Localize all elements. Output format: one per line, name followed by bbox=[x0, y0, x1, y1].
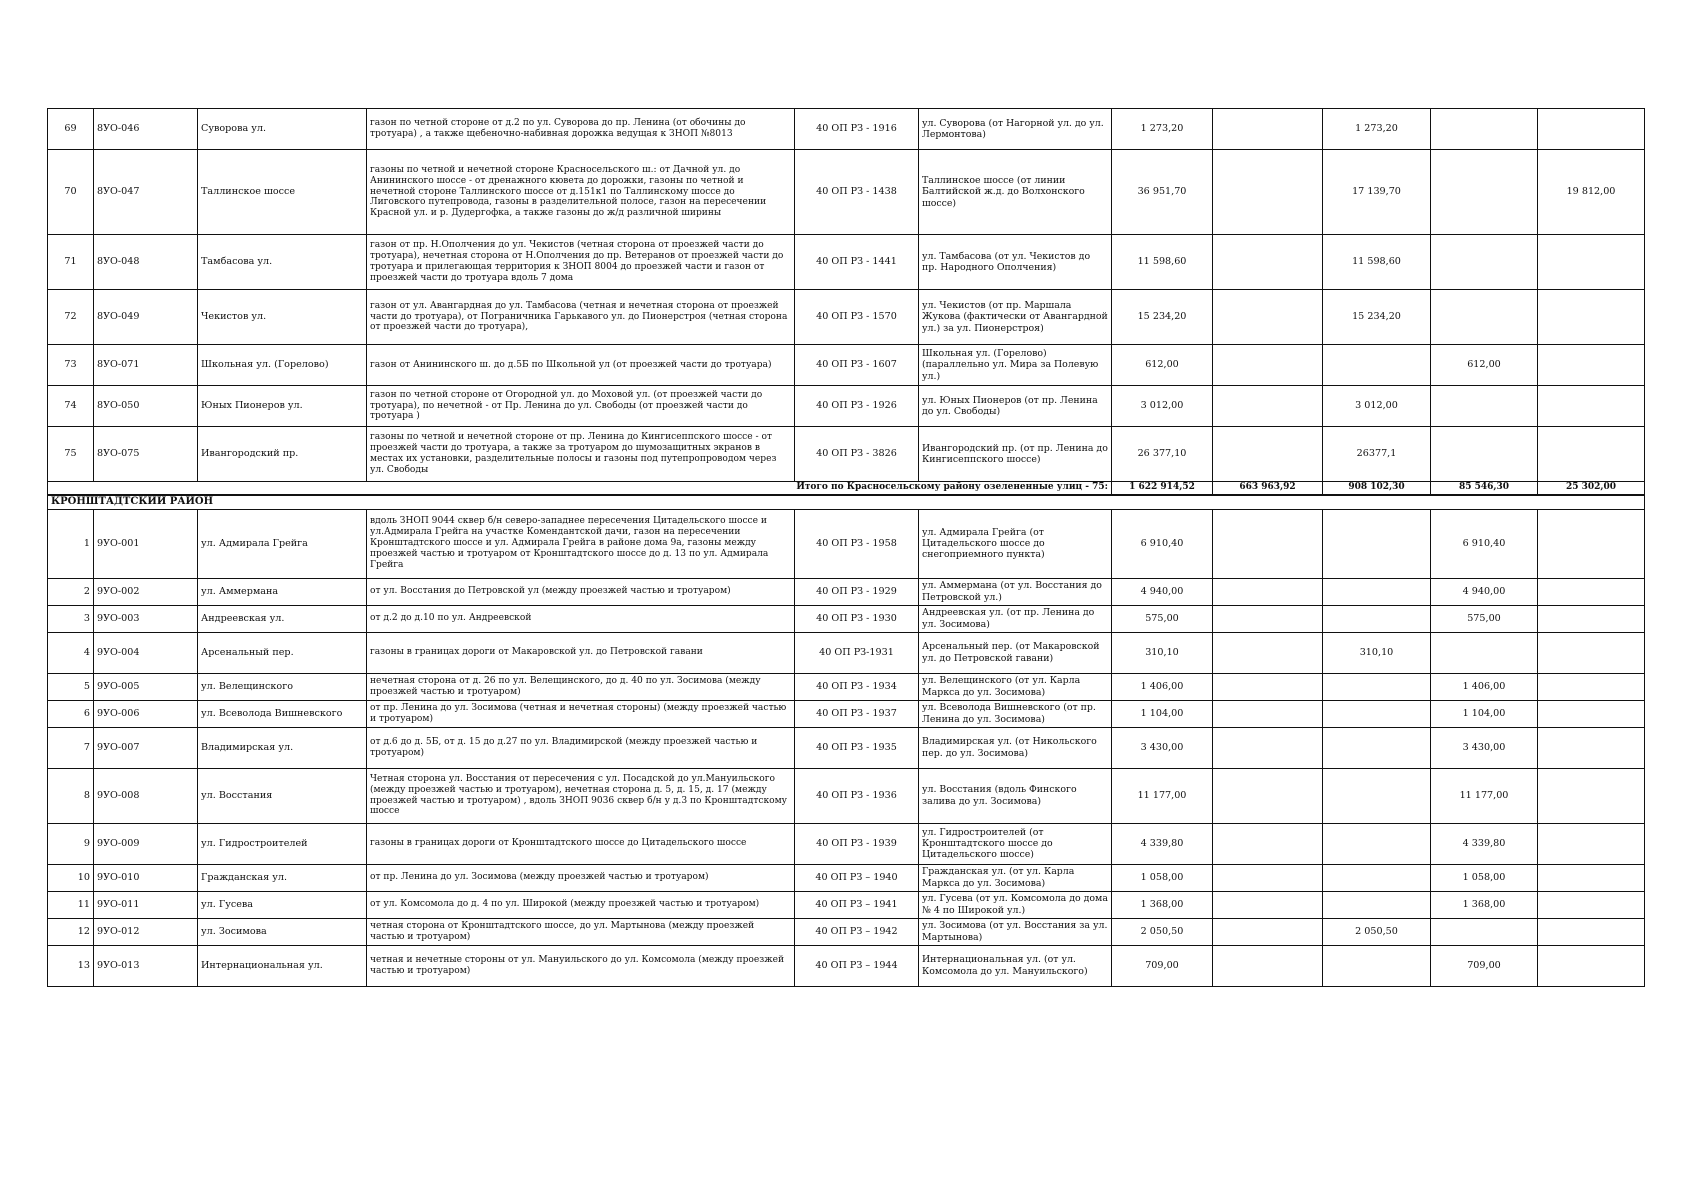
area-value-3 bbox=[1431, 918, 1538, 945]
object-code: 9УО-007 bbox=[94, 727, 198, 768]
area-value-2: 3 012,00 bbox=[1323, 386, 1431, 427]
total-area: 15 234,20 bbox=[1112, 290, 1213, 345]
object-name: Таллинское шоссе bbox=[198, 150, 367, 235]
area-value-4 bbox=[1538, 727, 1645, 768]
area-value-4 bbox=[1538, 605, 1645, 632]
street-boundaries: ул. Восстания (вдоль Финского залива до ул. Зосимова) bbox=[919, 768, 1112, 823]
area-description: вдоль ЗНОП 9044 сквер б/н северо-западнее пересечения Цитадельского шоссе и ул.Адмирала Грейга на участке Комендантской дачи, газон на пересечении Кронштадтского шоссе и ул. Адмирала Грейга в районе дома 9а, газоны между проезжей частью и тротуаром от Кронштадтского шоссе до д. 13 по ул. Адмирала Грейга bbox=[367, 509, 795, 578]
area-value-3 bbox=[1431, 632, 1538, 673]
area-value-4 bbox=[1538, 632, 1645, 673]
row-number: 7 bbox=[48, 727, 94, 768]
area-value-4 bbox=[1538, 427, 1645, 482]
greenery-register-table bbox=[47, 108, 1645, 987]
area-value-4 bbox=[1538, 864, 1645, 891]
area-description: Четная сторона ул. Восстания от пересечения с ул. Посадской до ул.Мануильского (между проезжей частью и тротуаром), нечетная сторона д. 5, д. 15, д. 17 (между проезжей частью и тротуаром) , вдоль ЗНОП 9036 сквер б/н у д.3 по Кронштадтскому шоссе bbox=[367, 768, 795, 823]
road-registry-number: 40 ОП РЗ - 1607 bbox=[795, 345, 919, 386]
object-code: 8УО-048 bbox=[94, 235, 198, 290]
total-area: 1 406,00 bbox=[1112, 673, 1213, 700]
street-boundaries: ул. Адмирала Грейга (от Цитадельского шоссе до снегоприемного пункта) bbox=[919, 509, 1112, 578]
area-value-1 bbox=[1213, 109, 1323, 150]
object-code: 9УО-004 bbox=[94, 632, 198, 673]
area-value-3 bbox=[1431, 109, 1538, 150]
object-name: ул. Велещинского bbox=[198, 673, 367, 700]
section-header-row bbox=[48, 495, 1645, 509]
object-name: ул. Адмирала Грейга bbox=[198, 509, 367, 578]
row-number: 1 bbox=[48, 509, 94, 578]
table-row bbox=[48, 823, 1645, 864]
object-code: 8УО-050 bbox=[94, 386, 198, 427]
area-value-4 bbox=[1538, 823, 1645, 864]
object-code: 9УО-006 bbox=[94, 700, 198, 727]
area-description: газон от Анининского ш. до д.5Б по Школьной ул (от проезжей части до тротуара) bbox=[367, 345, 795, 386]
area-value-2 bbox=[1323, 727, 1431, 768]
table-row bbox=[48, 632, 1645, 673]
area-value-3: 575,00 bbox=[1431, 605, 1538, 632]
road-registry-number: 40 ОП РЗ - 1930 bbox=[795, 605, 919, 632]
area-value-1 bbox=[1213, 386, 1323, 427]
object-name: ул. Аммермана bbox=[198, 578, 367, 605]
total-area: 1 622 914,52 bbox=[1112, 482, 1213, 496]
object-name: ул. Гидростроителей bbox=[198, 823, 367, 864]
area-value-1 bbox=[1213, 945, 1323, 986]
area-value-4 bbox=[1538, 918, 1645, 945]
object-code: 9УО-003 bbox=[94, 605, 198, 632]
area-description: газон от ул. Авангардная до ул. Тамбасова (четная и нечетная сторона от проезжей части до тротуара), от Пограничника Гарькавого ул. до Пионерстроя (четная сторона от проезжей части до тротуара), bbox=[367, 290, 795, 345]
object-name: Владимирская ул. bbox=[198, 727, 367, 768]
object-code: 9УО-009 bbox=[94, 823, 198, 864]
area-value-2 bbox=[1323, 891, 1431, 918]
area-description: от пр. Ленина до ул. Зосимова (между проезжей частью и тротуаром) bbox=[367, 864, 795, 891]
object-name: Андреевская ул. bbox=[198, 605, 367, 632]
area-value-3: 11 177,00 bbox=[1431, 768, 1538, 823]
district-total-row bbox=[48, 482, 1645, 496]
road-registry-number: 40 ОП РЗ - 1935 bbox=[795, 727, 919, 768]
area-value-2: 17 139,70 bbox=[1323, 150, 1431, 235]
object-code: 9УО-008 bbox=[94, 768, 198, 823]
total-value-1: 663 963,92 bbox=[1213, 482, 1323, 496]
area-description: газон от пр. Н.Ополчения до ул. Чекистов (четная сторона от проезжей части до тротуара), нечетная сторона от Н.Ополчения до пр. Ветеранов от проезжей части до тротуара и прилегающая территория к ЗНОП 8004 до проезжей части и газон от проезжей части до тротуара вдоль 7 дома bbox=[367, 235, 795, 290]
street-boundaries: ул. Зосимова (от ул. Восстания за ул. Мартынова) bbox=[919, 918, 1112, 945]
area-description: нечетная сторона от д. 26 по ул. Велещинского, до д. 40 по ул. Зосимова (между проезжей частью и тротуаром) bbox=[367, 673, 795, 700]
area-value-2 bbox=[1323, 823, 1431, 864]
object-name: ул. Зосимова bbox=[198, 918, 367, 945]
total-area: 4 339,80 bbox=[1112, 823, 1213, 864]
area-value-2 bbox=[1323, 864, 1431, 891]
street-boundaries: ул. Аммермана (от ул. Восстания до Петровской ул.) bbox=[919, 578, 1112, 605]
area-value-2 bbox=[1323, 700, 1431, 727]
area-value-4 bbox=[1538, 109, 1645, 150]
area-value-2 bbox=[1323, 578, 1431, 605]
table-row bbox=[48, 235, 1645, 290]
area-value-2: 11 598,60 bbox=[1323, 235, 1431, 290]
area-value-2 bbox=[1323, 509, 1431, 578]
road-registry-number: 40 ОП РЗ – 1942 bbox=[795, 918, 919, 945]
street-boundaries: ул. Всеволода Вишневского (от пр. Ленина до ул. Зосимова) bbox=[919, 700, 1112, 727]
row-number: 13 bbox=[48, 945, 94, 986]
area-description: газоны в границах дороги от Макаровской ул. до Петровской гавани bbox=[367, 632, 795, 673]
object-name: Суворова ул. bbox=[198, 109, 367, 150]
area-value-4 bbox=[1538, 945, 1645, 986]
table-row bbox=[48, 605, 1645, 632]
area-value-2 bbox=[1323, 605, 1431, 632]
area-value-3: 4 940,00 bbox=[1431, 578, 1538, 605]
object-code: 8УО-047 bbox=[94, 150, 198, 235]
street-boundaries: ул. Тамбасова (от ул. Чекистов до пр. Народного Ополчения) bbox=[919, 235, 1112, 290]
row-number: 73 bbox=[48, 345, 94, 386]
area-value-2: 15 234,20 bbox=[1323, 290, 1431, 345]
table-row bbox=[48, 864, 1645, 891]
road-registry-number: 40 ОП РЗ - 1570 bbox=[795, 290, 919, 345]
area-value-3 bbox=[1431, 290, 1538, 345]
table-row bbox=[48, 727, 1645, 768]
object-code: 8УО-049 bbox=[94, 290, 198, 345]
total-area: 11 598,60 bbox=[1112, 235, 1213, 290]
area-value-1 bbox=[1213, 727, 1323, 768]
total-label: Итого по Красносельскому району озелененные улиц - 75: bbox=[48, 482, 1112, 496]
area-value-1 bbox=[1213, 864, 1323, 891]
total-area: 11 177,00 bbox=[1112, 768, 1213, 823]
total-area: 1 104,00 bbox=[1112, 700, 1213, 727]
object-name: Ивангородский пр. bbox=[198, 427, 367, 482]
area-description: от ул. Восстания до Петровской ул (между проезжей частью и тротуаром) bbox=[367, 578, 795, 605]
road-registry-number: 40 ОП РЗ - 1929 bbox=[795, 578, 919, 605]
area-description: от ул. Комсомола до д. 4 по ул. Широкой (между проезжей частью и тротуаром) bbox=[367, 891, 795, 918]
table-row bbox=[48, 150, 1645, 235]
street-boundaries: ул. Юных Пионеров (от пр. Ленина до ул. Свободы) bbox=[919, 386, 1112, 427]
object-name: ул. Гусева bbox=[198, 891, 367, 918]
object-name: Школьная ул. (Горелово) bbox=[198, 345, 367, 386]
object-code: 9УО-013 bbox=[94, 945, 198, 986]
total-value-3: 85 546,30 bbox=[1431, 482, 1538, 496]
row-number: 4 bbox=[48, 632, 94, 673]
table-row bbox=[48, 345, 1645, 386]
area-value-4 bbox=[1538, 768, 1645, 823]
area-value-1 bbox=[1213, 509, 1323, 578]
area-value-3 bbox=[1431, 386, 1538, 427]
object-code: 9УО-002 bbox=[94, 578, 198, 605]
area-value-4 bbox=[1538, 345, 1645, 386]
table-row bbox=[48, 427, 1645, 482]
total-area: 575,00 bbox=[1112, 605, 1213, 632]
row-number: 72 bbox=[48, 290, 94, 345]
table-row bbox=[48, 386, 1645, 427]
road-registry-number: 40 ОП РЗ - 3826 bbox=[795, 427, 919, 482]
street-boundaries: Андреевская ул. (от пр. Ленина до ул. Зосимова) bbox=[919, 605, 1112, 632]
row-number: 3 bbox=[48, 605, 94, 632]
area-description: от д.6 до д. 5Б, от д. 15 до д.27 по ул. Владимирской (между проезжей частью и тротуаром) bbox=[367, 727, 795, 768]
area-value-4 bbox=[1538, 891, 1645, 918]
area-value-4 bbox=[1538, 509, 1645, 578]
area-value-4 bbox=[1538, 578, 1645, 605]
table-row bbox=[48, 945, 1645, 986]
area-value-2: 26377,1 bbox=[1323, 427, 1431, 482]
area-value-2 bbox=[1323, 673, 1431, 700]
area-description: от пр. Ленина до ул. Зосимова (четная и нечетная стороны) (между проезжей частью и тротуаром) bbox=[367, 700, 795, 727]
area-value-3 bbox=[1431, 150, 1538, 235]
area-value-1 bbox=[1213, 290, 1323, 345]
road-registry-number: 40 ОП РЗ – 1940 bbox=[795, 864, 919, 891]
street-boundaries: ул. Суворова (от Нагорной ул. до ул. Лермонтова) bbox=[919, 109, 1112, 150]
street-boundaries: Арсенальный пер. (от Макаровской ул. до Петровской гавани) bbox=[919, 632, 1112, 673]
street-boundaries: ул. Велещинского (от ул. Карла Маркса до ул. Зосимова) bbox=[919, 673, 1112, 700]
object-code: 9УО-012 bbox=[94, 918, 198, 945]
street-boundaries: Интернациональная ул. (от ул. Комсомола до ул. Мануильского) bbox=[919, 945, 1112, 986]
street-boundaries: Гражданская ул. (от ул. Карла Маркса до ул. Зосимова) bbox=[919, 864, 1112, 891]
road-registry-number: 40 ОП РЗ - 1441 bbox=[795, 235, 919, 290]
area-value-2: 310,10 bbox=[1323, 632, 1431, 673]
table-row bbox=[48, 290, 1645, 345]
area-value-2: 1 273,20 bbox=[1323, 109, 1431, 150]
row-number: 9 bbox=[48, 823, 94, 864]
area-value-3: 1 104,00 bbox=[1431, 700, 1538, 727]
total-area: 1 058,00 bbox=[1112, 864, 1213, 891]
table-row bbox=[48, 891, 1645, 918]
total-area: 2 050,50 bbox=[1112, 918, 1213, 945]
total-area: 709,00 bbox=[1112, 945, 1213, 986]
area-value-1 bbox=[1213, 427, 1323, 482]
row-number: 74 bbox=[48, 386, 94, 427]
area-value-2: 2 050,50 bbox=[1323, 918, 1431, 945]
area-value-1 bbox=[1213, 823, 1323, 864]
total-area: 1 273,20 bbox=[1112, 109, 1213, 150]
area-value-2 bbox=[1323, 768, 1431, 823]
area-value-3: 612,00 bbox=[1431, 345, 1538, 386]
road-registry-number: 40 ОП РЗ - 1438 bbox=[795, 150, 919, 235]
row-number: 10 bbox=[48, 864, 94, 891]
area-value-1 bbox=[1213, 632, 1323, 673]
object-name: Юных Пионеров ул. bbox=[198, 386, 367, 427]
object-code: 9УО-011 bbox=[94, 891, 198, 918]
area-value-3: 4 339,80 bbox=[1431, 823, 1538, 864]
total-area: 310,10 bbox=[1112, 632, 1213, 673]
table-row bbox=[48, 918, 1645, 945]
total-area: 1 368,00 bbox=[1112, 891, 1213, 918]
street-boundaries: ул. Гусева (от ул. Комсомола до дома № 4 по Широкой ул.) bbox=[919, 891, 1112, 918]
road-registry-number: 40 ОП РЗ – 1944 bbox=[795, 945, 919, 986]
area-value-1 bbox=[1213, 673, 1323, 700]
object-code: 9УО-005 bbox=[94, 673, 198, 700]
object-code: 8УО-075 bbox=[94, 427, 198, 482]
area-value-4 bbox=[1538, 290, 1645, 345]
street-boundaries: Ивангородский пр. (от пр. Ленина до Кингисеппского шоссе) bbox=[919, 427, 1112, 482]
area-description: газоны по четной и нечетной стороне от пр. Ленина до Кингисеппского шоссе - от проезжей части до тротуара, а также за тротуаром до шумозащитных экранов в местах их установки, разделительные полосы и газоны под путепропроводом через ул. Свободы bbox=[367, 427, 795, 482]
area-value-3: 3 430,00 bbox=[1431, 727, 1538, 768]
area-value-3: 1 368,00 bbox=[1431, 891, 1538, 918]
area-value-3: 6 910,40 bbox=[1431, 509, 1538, 578]
row-number: 69 bbox=[48, 109, 94, 150]
street-boundaries: Владимирская ул. (от Никольского пер. до ул. Зосимова) bbox=[919, 727, 1112, 768]
road-registry-number: 40 ОП РЗ - 1939 bbox=[795, 823, 919, 864]
road-registry-number: 40 ОП РЗ - 1926 bbox=[795, 386, 919, 427]
road-registry-number: 40 ОП РЗ - 1916 bbox=[795, 109, 919, 150]
object-name: Чекистов ул. bbox=[198, 290, 367, 345]
kronshtadtsky-rows bbox=[48, 509, 1645, 986]
area-value-1 bbox=[1213, 700, 1323, 727]
object-code: 8УО-046 bbox=[94, 109, 198, 150]
object-code: 9УО-001 bbox=[94, 509, 198, 578]
table-row bbox=[48, 109, 1645, 150]
row-number: 70 bbox=[48, 150, 94, 235]
total-area: 4 940,00 bbox=[1112, 578, 1213, 605]
area-value-3: 709,00 bbox=[1431, 945, 1538, 986]
road-registry-number: 40 ОП РЗ – 1941 bbox=[795, 891, 919, 918]
area-value-4 bbox=[1538, 235, 1645, 290]
road-registry-number: 40 ОП РЗ-1931 bbox=[795, 632, 919, 673]
area-value-1 bbox=[1213, 918, 1323, 945]
table-row bbox=[48, 673, 1645, 700]
row-number: 12 bbox=[48, 918, 94, 945]
area-value-2 bbox=[1323, 945, 1431, 986]
object-name: Тамбасова ул. bbox=[198, 235, 367, 290]
krasnoselsky-rows bbox=[48, 109, 1645, 482]
road-registry-number: 40 ОП РЗ - 1958 bbox=[795, 509, 919, 578]
object-name: ул. Восстания bbox=[198, 768, 367, 823]
street-boundaries: ул. Чекистов (от пр. Маршала Жукова (фактически от Авангардной ул.) за ул. Пионерстроя) bbox=[919, 290, 1112, 345]
area-value-4 bbox=[1538, 673, 1645, 700]
area-value-1 bbox=[1213, 891, 1323, 918]
row-number: 2 bbox=[48, 578, 94, 605]
area-description: газон по четной стороне от д.2 по ул. Суворова до пр. Ленина (от обочины до тротуара) , а также щебеночно-набивная дорожка ведущая к ЗНОП №8013 bbox=[367, 109, 795, 150]
road-registry-number: 40 ОП РЗ - 1937 bbox=[795, 700, 919, 727]
object-name: ул. Всеволода Вишневского bbox=[198, 700, 367, 727]
row-number: 6 bbox=[48, 700, 94, 727]
total-area: 36 951,70 bbox=[1112, 150, 1213, 235]
row-number: 8 bbox=[48, 768, 94, 823]
area-value-1 bbox=[1213, 605, 1323, 632]
object-name: Интернациональная ул. bbox=[198, 945, 367, 986]
section-title: КРОНШТАДТСКИЙ РАЙОН bbox=[48, 495, 1645, 509]
area-description: газоны в границах дороги от Кронштадтского шоссе до Цитадельского шоссе bbox=[367, 823, 795, 864]
area-description: четная и нечетные стороны от ул. Мануильского до ул. Комсомола (между проезжей частью и тротуаром) bbox=[367, 945, 795, 986]
table-row bbox=[48, 768, 1645, 823]
area-description: от д.2 до д.10 по ул. Андреевской bbox=[367, 605, 795, 632]
object-code: 8УО-071 bbox=[94, 345, 198, 386]
street-boundaries: Таллинское шоссе (от линии Балтийской ж.д. до Волхонского шоссе) bbox=[919, 150, 1112, 235]
table-row bbox=[48, 578, 1645, 605]
total-value-4: 25 302,00 bbox=[1538, 482, 1645, 496]
area-value-1 bbox=[1213, 235, 1323, 290]
area-description: газон по четной стороне от Огородной ул. до Моховой ул. (от проезжей части до тротуара), по нечетной - от Пр. Ленина до ул. Свободы (от проезжей части до тротуара ) bbox=[367, 386, 795, 427]
area-value-3: 1 058,00 bbox=[1431, 864, 1538, 891]
area-value-1 bbox=[1213, 768, 1323, 823]
total-area: 612,00 bbox=[1112, 345, 1213, 386]
object-name: Арсенальный пер. bbox=[198, 632, 367, 673]
road-registry-number: 40 ОП РЗ - 1936 bbox=[795, 768, 919, 823]
row-number: 75 bbox=[48, 427, 94, 482]
row-number: 5 bbox=[48, 673, 94, 700]
area-description: газоны по четной и нечетной стороне Красносельского ш.: от Дачной ул. до Анининского шоссе - от дренажного кювета до дорожки, газоны по четной и нечетной стороне Таллинского шоссе от д.151к1 по Таллинскому шоссе до Лиговского путепровода, газоны в разделительной полосе, газон на пересечении Красной ул. и р. Дудергофка, а также газоны до ж/д различной ширины bbox=[367, 150, 795, 235]
table-row bbox=[48, 700, 1645, 727]
object-code: 9УО-010 bbox=[94, 864, 198, 891]
total-area: 26 377,10 bbox=[1112, 427, 1213, 482]
area-value-4 bbox=[1538, 700, 1645, 727]
area-value-4 bbox=[1538, 386, 1645, 427]
row-number: 11 bbox=[48, 891, 94, 918]
area-value-1 bbox=[1213, 150, 1323, 235]
street-boundaries: Школьная ул. (Горелово) (параллельно ул. Мира за Полевую ул.) bbox=[919, 345, 1112, 386]
road-registry-number: 40 ОП РЗ - 1934 bbox=[795, 673, 919, 700]
total-area: 3 012,00 bbox=[1112, 386, 1213, 427]
area-value-3 bbox=[1431, 235, 1538, 290]
total-area: 6 910,40 bbox=[1112, 509, 1213, 578]
total-area: 3 430,00 bbox=[1112, 727, 1213, 768]
row-number: 71 bbox=[48, 235, 94, 290]
table-row bbox=[48, 509, 1645, 578]
area-value-2 bbox=[1323, 345, 1431, 386]
area-value-4: 19 812,00 bbox=[1538, 150, 1645, 235]
total-value-2: 908 102,30 bbox=[1323, 482, 1431, 496]
street-boundaries: ул. Гидростроителей (от Кронштадтского шоссе до Цитадельского шоссе) bbox=[919, 823, 1112, 864]
area-value-3: 1 406,00 bbox=[1431, 673, 1538, 700]
area-description: четная сторона от Кронштадтского шоссе, до ул. Мартынова (между проезжей частью и тротуаром) bbox=[367, 918, 795, 945]
area-value-3 bbox=[1431, 427, 1538, 482]
object-name: Гражданская ул. bbox=[198, 864, 367, 891]
area-value-1 bbox=[1213, 578, 1323, 605]
area-value-1 bbox=[1213, 345, 1323, 386]
